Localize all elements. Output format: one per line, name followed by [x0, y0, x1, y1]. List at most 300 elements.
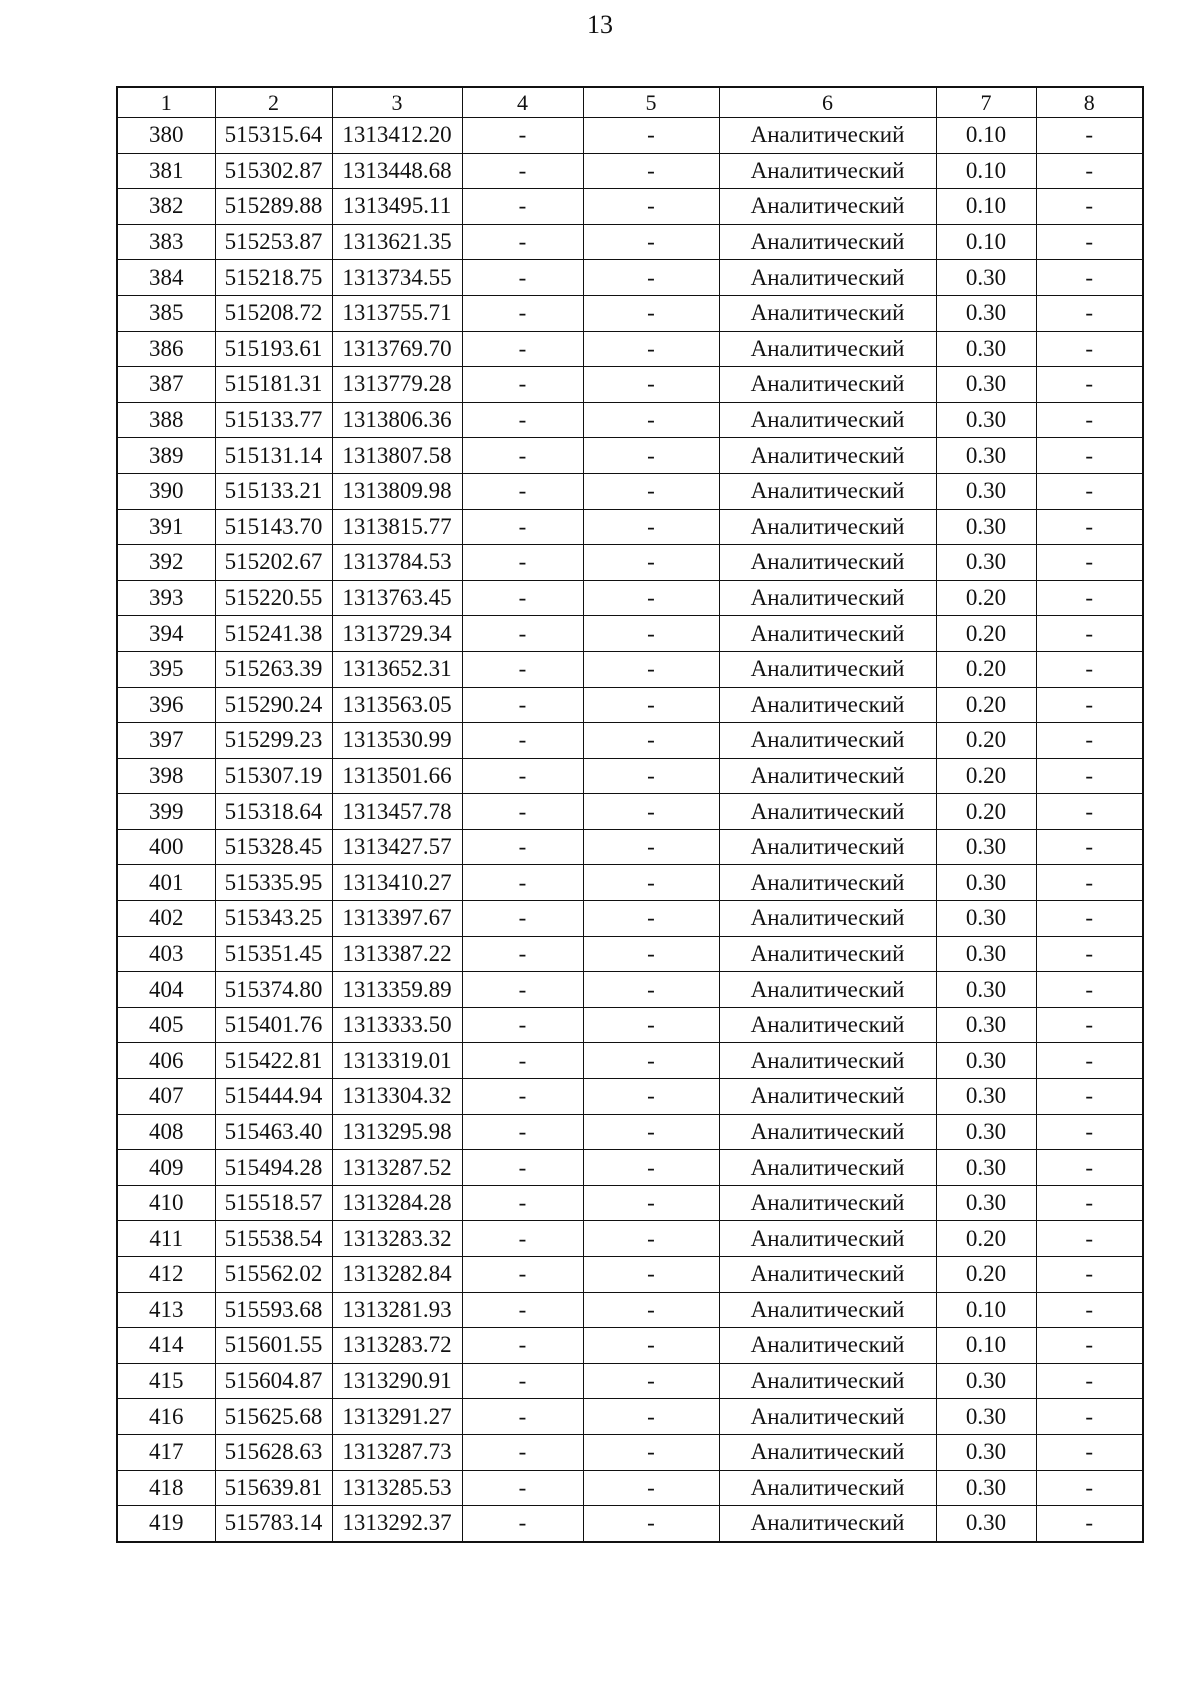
y-coordinate-cell: 1313283.72	[332, 1328, 462, 1364]
column-8-cell: -	[1036, 580, 1143, 616]
y-coordinate-cell: 1313815.77	[332, 509, 462, 545]
table-row	[117, 367, 1143, 403]
y-coordinate-cell: 1313784.53	[332, 545, 462, 581]
x-coordinate-cell: 515422.81	[215, 1043, 332, 1079]
x-coordinate-cell: 515302.87	[215, 153, 332, 189]
y-coordinate-cell: 1313457.78	[332, 794, 462, 830]
point-number-cell: 389	[117, 438, 215, 474]
accuracy-cell: 0.30	[936, 1150, 1036, 1186]
column-8-cell: -	[1036, 118, 1143, 154]
x-coordinate-cell: 515290.24	[215, 687, 332, 723]
x-coordinate-cell: 515625.68	[215, 1399, 332, 1435]
y-coordinate-cell: 1313319.01	[332, 1043, 462, 1079]
method-cell: Аналитический	[719, 1292, 936, 1328]
method-cell: Аналитический	[719, 687, 936, 723]
column-header: 7	[936, 87, 1036, 118]
method-cell: Аналитический	[719, 1506, 936, 1542]
x-coordinate-cell: 515328.45	[215, 829, 332, 865]
x-coordinate-cell: 515318.64	[215, 794, 332, 830]
column-8-cell: -	[1036, 1434, 1143, 1470]
accuracy-cell: 0.10	[936, 153, 1036, 189]
point-number-cell: 396	[117, 687, 215, 723]
method-cell: Аналитический	[719, 1363, 936, 1399]
column-4-cell: -	[462, 1007, 583, 1043]
column-8-cell: -	[1036, 901, 1143, 937]
column-5-cell: -	[583, 794, 719, 830]
table-row	[117, 1185, 1143, 1221]
method-cell: Аналитический	[719, 1114, 936, 1150]
table-row	[117, 723, 1143, 759]
column-5-cell: -	[583, 1007, 719, 1043]
table-row	[117, 794, 1143, 830]
column-4-cell: -	[462, 616, 583, 652]
method-cell: Аналитический	[719, 438, 936, 474]
y-coordinate-cell: 1313290.91	[332, 1363, 462, 1399]
column-4-cell: -	[462, 972, 583, 1008]
table-row	[117, 1363, 1143, 1399]
method-cell: Аналитический	[719, 901, 936, 937]
table-row	[117, 153, 1143, 189]
column-5-cell: -	[583, 1114, 719, 1150]
method-cell: Аналитический	[719, 295, 936, 331]
column-5-cell: -	[583, 153, 719, 189]
column-4-cell: -	[462, 1079, 583, 1115]
point-number-cell: 409	[117, 1150, 215, 1186]
point-number-cell: 405	[117, 1007, 215, 1043]
column-4-cell: -	[462, 1114, 583, 1150]
point-number-cell: 384	[117, 260, 215, 296]
accuracy-cell: 0.20	[936, 758, 1036, 794]
column-5-cell: -	[583, 1470, 719, 1506]
column-8-cell: -	[1036, 153, 1143, 189]
method-cell: Аналитический	[719, 616, 936, 652]
method-cell: Аналитический	[719, 473, 936, 509]
point-number-cell: 408	[117, 1114, 215, 1150]
x-coordinate-cell: 515601.55	[215, 1328, 332, 1364]
column-8-cell: -	[1036, 829, 1143, 865]
column-4-cell: -	[462, 1150, 583, 1186]
point-number-cell: 388	[117, 402, 215, 438]
column-8-cell: -	[1036, 1257, 1143, 1293]
point-number-cell: 412	[117, 1257, 215, 1293]
column-4-cell: -	[462, 651, 583, 687]
table-row	[117, 1292, 1143, 1328]
column-header: 4	[462, 87, 583, 118]
point-number-cell: 400	[117, 829, 215, 865]
column-4-cell: -	[462, 580, 583, 616]
accuracy-cell: 0.30	[936, 1434, 1036, 1470]
x-coordinate-cell: 515315.64	[215, 118, 332, 154]
method-cell: Аналитический	[719, 260, 936, 296]
y-coordinate-cell: 1313410.27	[332, 865, 462, 901]
method-cell: Аналитический	[719, 794, 936, 830]
column-8-cell: -	[1036, 651, 1143, 687]
x-coordinate-cell: 515208.72	[215, 295, 332, 331]
column-4-cell: -	[462, 1470, 583, 1506]
method-cell: Аналитический	[719, 1043, 936, 1079]
method-cell: Аналитический	[719, 936, 936, 972]
point-number-cell: 404	[117, 972, 215, 1008]
table-row	[117, 189, 1143, 225]
y-coordinate-cell: 1313304.32	[332, 1079, 462, 1115]
x-coordinate-cell: 515639.81	[215, 1470, 332, 1506]
column-4-cell: -	[462, 1185, 583, 1221]
column-5-cell: -	[583, 758, 719, 794]
x-coordinate-cell: 515263.39	[215, 651, 332, 687]
x-coordinate-cell: 515133.21	[215, 473, 332, 509]
column-5-cell: -	[583, 1043, 719, 1079]
point-number-cell: 385	[117, 295, 215, 331]
column-8-cell: -	[1036, 438, 1143, 474]
x-coordinate-cell: 515299.23	[215, 723, 332, 759]
table-row	[117, 829, 1143, 865]
table-row	[117, 509, 1143, 545]
y-coordinate-cell: 1313448.68	[332, 153, 462, 189]
x-coordinate-cell: 515131.14	[215, 438, 332, 474]
y-coordinate-cell: 1313729.34	[332, 616, 462, 652]
column-4-cell: -	[462, 224, 583, 260]
column-8-cell: -	[1036, 1328, 1143, 1364]
column-4-cell: -	[462, 829, 583, 865]
accuracy-cell: 0.10	[936, 1292, 1036, 1328]
x-coordinate-cell: 515193.61	[215, 331, 332, 367]
method-cell: Аналитический	[719, 1257, 936, 1293]
column-4-cell: -	[462, 1043, 583, 1079]
column-4-cell: -	[462, 260, 583, 296]
column-5-cell: -	[583, 1434, 719, 1470]
table-row	[117, 1506, 1143, 1542]
method-cell: Аналитический	[719, 402, 936, 438]
method-cell: Аналитический	[719, 331, 936, 367]
column-8-cell: -	[1036, 367, 1143, 403]
x-coordinate-cell: 515143.70	[215, 509, 332, 545]
column-8-cell: -	[1036, 758, 1143, 794]
accuracy-cell: 0.30	[936, 1043, 1036, 1079]
method-cell: Аналитический	[719, 153, 936, 189]
y-coordinate-cell: 1313652.31	[332, 651, 462, 687]
accuracy-cell: 0.30	[936, 972, 1036, 1008]
accuracy-cell: 0.30	[936, 545, 1036, 581]
y-coordinate-cell: 1313734.55	[332, 260, 462, 296]
column-header: 1	[117, 87, 215, 118]
column-4-cell: -	[462, 758, 583, 794]
column-8-cell: -	[1036, 1079, 1143, 1115]
column-8-cell: -	[1036, 402, 1143, 438]
table-row	[117, 295, 1143, 331]
coordinates-table	[116, 86, 1144, 1543]
table-row	[117, 1114, 1143, 1150]
column-8-cell: -	[1036, 473, 1143, 509]
column-8-cell: -	[1036, 1150, 1143, 1186]
y-coordinate-cell: 1313755.71	[332, 295, 462, 331]
table-row	[117, 616, 1143, 652]
column-5-cell: -	[583, 189, 719, 225]
column-5-cell: -	[583, 224, 719, 260]
point-number-cell: 410	[117, 1185, 215, 1221]
x-coordinate-cell: 515463.40	[215, 1114, 332, 1150]
table-row	[117, 331, 1143, 367]
column-5-cell: -	[583, 1292, 719, 1328]
column-5-cell: -	[583, 1257, 719, 1293]
point-number-cell: 399	[117, 794, 215, 830]
accuracy-cell: 0.30	[936, 402, 1036, 438]
column-5-cell: -	[583, 260, 719, 296]
x-coordinate-cell: 515494.28	[215, 1150, 332, 1186]
point-number-cell: 417	[117, 1434, 215, 1470]
x-coordinate-cell: 515783.14	[215, 1506, 332, 1542]
column-5-cell: -	[583, 118, 719, 154]
accuracy-cell: 0.20	[936, 1221, 1036, 1257]
column-8-cell: -	[1036, 545, 1143, 581]
column-4-cell: -	[462, 331, 583, 367]
method-cell: Аналитический	[719, 1079, 936, 1115]
column-8-cell: -	[1036, 1399, 1143, 1435]
point-number-cell: 401	[117, 865, 215, 901]
method-cell: Аналитический	[719, 1470, 936, 1506]
column-4-cell: -	[462, 1363, 583, 1399]
method-cell: Аналитический	[719, 651, 936, 687]
accuracy-cell: 0.30	[936, 473, 1036, 509]
x-coordinate-cell: 515444.94	[215, 1079, 332, 1115]
table-row	[117, 580, 1143, 616]
column-5-cell: -	[583, 1506, 719, 1542]
column-4-cell: -	[462, 1328, 583, 1364]
accuracy-cell: 0.30	[936, 331, 1036, 367]
table-row	[117, 1434, 1143, 1470]
method-cell: Аналитический	[719, 758, 936, 794]
point-number-cell: 418	[117, 1470, 215, 1506]
accuracy-cell: 0.30	[936, 1185, 1036, 1221]
y-coordinate-cell: 1313621.35	[332, 224, 462, 260]
accuracy-cell: 0.10	[936, 189, 1036, 225]
table-row	[117, 651, 1143, 687]
x-coordinate-cell: 515181.31	[215, 367, 332, 403]
column-5-cell: -	[583, 1150, 719, 1186]
y-coordinate-cell: 1313495.11	[332, 189, 462, 225]
accuracy-cell: 0.30	[936, 367, 1036, 403]
column-5-cell: -	[583, 651, 719, 687]
column-5-cell: -	[583, 1363, 719, 1399]
table-row	[117, 1150, 1143, 1186]
table-row	[117, 1007, 1143, 1043]
method-cell: Аналитический	[719, 1007, 936, 1043]
page-number: 13	[587, 10, 613, 39]
y-coordinate-cell: 1313285.53	[332, 1470, 462, 1506]
accuracy-cell: 0.30	[936, 1506, 1036, 1542]
column-5-cell: -	[583, 295, 719, 331]
accuracy-cell: 0.30	[936, 936, 1036, 972]
column-8-cell: -	[1036, 687, 1143, 723]
x-coordinate-cell: 515562.02	[215, 1257, 332, 1293]
column-4-cell: -	[462, 901, 583, 937]
x-coordinate-cell: 515307.19	[215, 758, 332, 794]
column-4-cell: -	[462, 118, 583, 154]
x-coordinate-cell: 515518.57	[215, 1185, 332, 1221]
method-cell: Аналитический	[719, 829, 936, 865]
accuracy-cell: 0.30	[936, 509, 1036, 545]
method-cell: Аналитический	[719, 580, 936, 616]
y-coordinate-cell: 1313501.66	[332, 758, 462, 794]
column-5-cell: -	[583, 972, 719, 1008]
column-header: 8	[1036, 87, 1143, 118]
column-4-cell: -	[462, 1292, 583, 1328]
column-8-cell: -	[1036, 1007, 1143, 1043]
column-5-cell: -	[583, 331, 719, 367]
method-cell: Аналитический	[719, 224, 936, 260]
point-number-cell: 407	[117, 1079, 215, 1115]
column-5-cell: -	[583, 438, 719, 474]
table-row	[117, 402, 1143, 438]
x-coordinate-cell: 515593.68	[215, 1292, 332, 1328]
accuracy-cell: 0.30	[936, 829, 1036, 865]
accuracy-cell: 0.30	[936, 260, 1036, 296]
column-8-cell: -	[1036, 1470, 1143, 1506]
point-number-cell: 406	[117, 1043, 215, 1079]
y-coordinate-cell: 1313779.28	[332, 367, 462, 403]
x-coordinate-cell: 515604.87	[215, 1363, 332, 1399]
method-cell: Аналитический	[719, 972, 936, 1008]
table-row	[117, 1470, 1143, 1506]
x-coordinate-cell: 515628.63	[215, 1434, 332, 1470]
column-4-cell: -	[462, 1257, 583, 1293]
point-number-cell: 383	[117, 224, 215, 260]
point-number-cell: 403	[117, 936, 215, 972]
column-5-cell: -	[583, 1399, 719, 1435]
x-coordinate-cell: 515343.25	[215, 901, 332, 937]
column-5-cell: -	[583, 367, 719, 403]
accuracy-cell: 0.30	[936, 295, 1036, 331]
column-4-cell: -	[462, 153, 583, 189]
y-coordinate-cell: 1313359.89	[332, 972, 462, 1008]
x-coordinate-cell: 515202.67	[215, 545, 332, 581]
column-4-cell: -	[462, 1221, 583, 1257]
point-number-cell: 411	[117, 1221, 215, 1257]
method-cell: Аналитический	[719, 189, 936, 225]
table-row	[117, 901, 1143, 937]
column-4-cell: -	[462, 1434, 583, 1470]
column-8-cell: -	[1036, 723, 1143, 759]
column-5-cell: -	[583, 1328, 719, 1364]
table-row	[117, 1399, 1143, 1435]
column-8-cell: -	[1036, 509, 1143, 545]
point-number-cell: 419	[117, 1506, 215, 1542]
accuracy-cell: 0.30	[936, 1470, 1036, 1506]
column-8-cell: -	[1036, 1185, 1143, 1221]
column-5-cell: -	[583, 473, 719, 509]
column-5-cell: -	[583, 509, 719, 545]
column-4-cell: -	[462, 687, 583, 723]
column-5-cell: -	[583, 1185, 719, 1221]
column-5-cell: -	[583, 687, 719, 723]
point-number-cell: 390	[117, 473, 215, 509]
column-8-cell: -	[1036, 1114, 1143, 1150]
point-number-cell: 386	[117, 331, 215, 367]
column-8-cell: -	[1036, 1043, 1143, 1079]
accuracy-cell: 0.30	[936, 1007, 1036, 1043]
column-5-cell: -	[583, 936, 719, 972]
column-8-cell: -	[1036, 865, 1143, 901]
column-4-cell: -	[462, 189, 583, 225]
y-coordinate-cell: 1313295.98	[332, 1114, 462, 1150]
table-row	[117, 545, 1143, 581]
method-cell: Аналитический	[719, 509, 936, 545]
y-coordinate-cell: 1313806.36	[332, 402, 462, 438]
column-4-cell: -	[462, 473, 583, 509]
point-number-cell: 415	[117, 1363, 215, 1399]
column-5-cell: -	[583, 616, 719, 652]
table-row	[117, 1079, 1143, 1115]
point-number-cell: 382	[117, 189, 215, 225]
accuracy-cell: 0.20	[936, 687, 1036, 723]
column-4-cell: -	[462, 545, 583, 581]
point-number-cell: 381	[117, 153, 215, 189]
y-coordinate-cell: 1313807.58	[332, 438, 462, 474]
table-row	[117, 1257, 1143, 1293]
point-number-cell: 397	[117, 723, 215, 759]
column-4-cell: -	[462, 295, 583, 331]
column-5-cell: -	[583, 545, 719, 581]
point-number-cell: 393	[117, 580, 215, 616]
y-coordinate-cell: 1313283.32	[332, 1221, 462, 1257]
column-5-cell: -	[583, 723, 719, 759]
column-8-cell: -	[1036, 1292, 1143, 1328]
table-row	[117, 438, 1143, 474]
method-cell: Аналитический	[719, 367, 936, 403]
point-number-cell: 414	[117, 1328, 215, 1364]
accuracy-cell: 0.10	[936, 1328, 1036, 1364]
x-coordinate-cell: 515538.54	[215, 1221, 332, 1257]
method-cell: Аналитический	[719, 545, 936, 581]
accuracy-cell: 0.30	[936, 901, 1036, 937]
column-8-cell: -	[1036, 224, 1143, 260]
y-coordinate-cell: 1313809.98	[332, 473, 462, 509]
column-8-cell: -	[1036, 936, 1143, 972]
table-row	[117, 1221, 1143, 1257]
column-5-cell: -	[583, 865, 719, 901]
point-number-cell: 394	[117, 616, 215, 652]
column-8-cell: -	[1036, 331, 1143, 367]
column-4-cell: -	[462, 438, 583, 474]
column-8-cell: -	[1036, 616, 1143, 652]
accuracy-cell: 0.30	[936, 1114, 1036, 1150]
accuracy-cell: 0.30	[936, 1363, 1036, 1399]
column-4-cell: -	[462, 509, 583, 545]
column-5-cell: -	[583, 1079, 719, 1115]
point-number-cell: 398	[117, 758, 215, 794]
table-row	[117, 1043, 1143, 1079]
point-number-cell: 392	[117, 545, 215, 581]
method-cell: Аналитический	[719, 1185, 936, 1221]
column-header: 2	[215, 87, 332, 118]
y-coordinate-cell: 1313530.99	[332, 723, 462, 759]
x-coordinate-cell: 515335.95	[215, 865, 332, 901]
column-4-cell: -	[462, 402, 583, 438]
accuracy-cell: 0.20	[936, 616, 1036, 652]
column-8-cell: -	[1036, 1221, 1143, 1257]
y-coordinate-cell: 1313282.84	[332, 1257, 462, 1293]
column-4-cell: -	[462, 1506, 583, 1542]
column-8-cell: -	[1036, 972, 1143, 1008]
method-cell: Аналитический	[719, 865, 936, 901]
point-number-cell: 416	[117, 1399, 215, 1435]
column-header: 6	[719, 87, 936, 118]
column-8-cell: -	[1036, 260, 1143, 296]
method-cell: Аналитический	[719, 1434, 936, 1470]
table-header-row	[117, 87, 1143, 118]
point-number-cell: 380	[117, 118, 215, 154]
accuracy-cell: 0.10	[936, 118, 1036, 154]
column-8-cell: -	[1036, 295, 1143, 331]
